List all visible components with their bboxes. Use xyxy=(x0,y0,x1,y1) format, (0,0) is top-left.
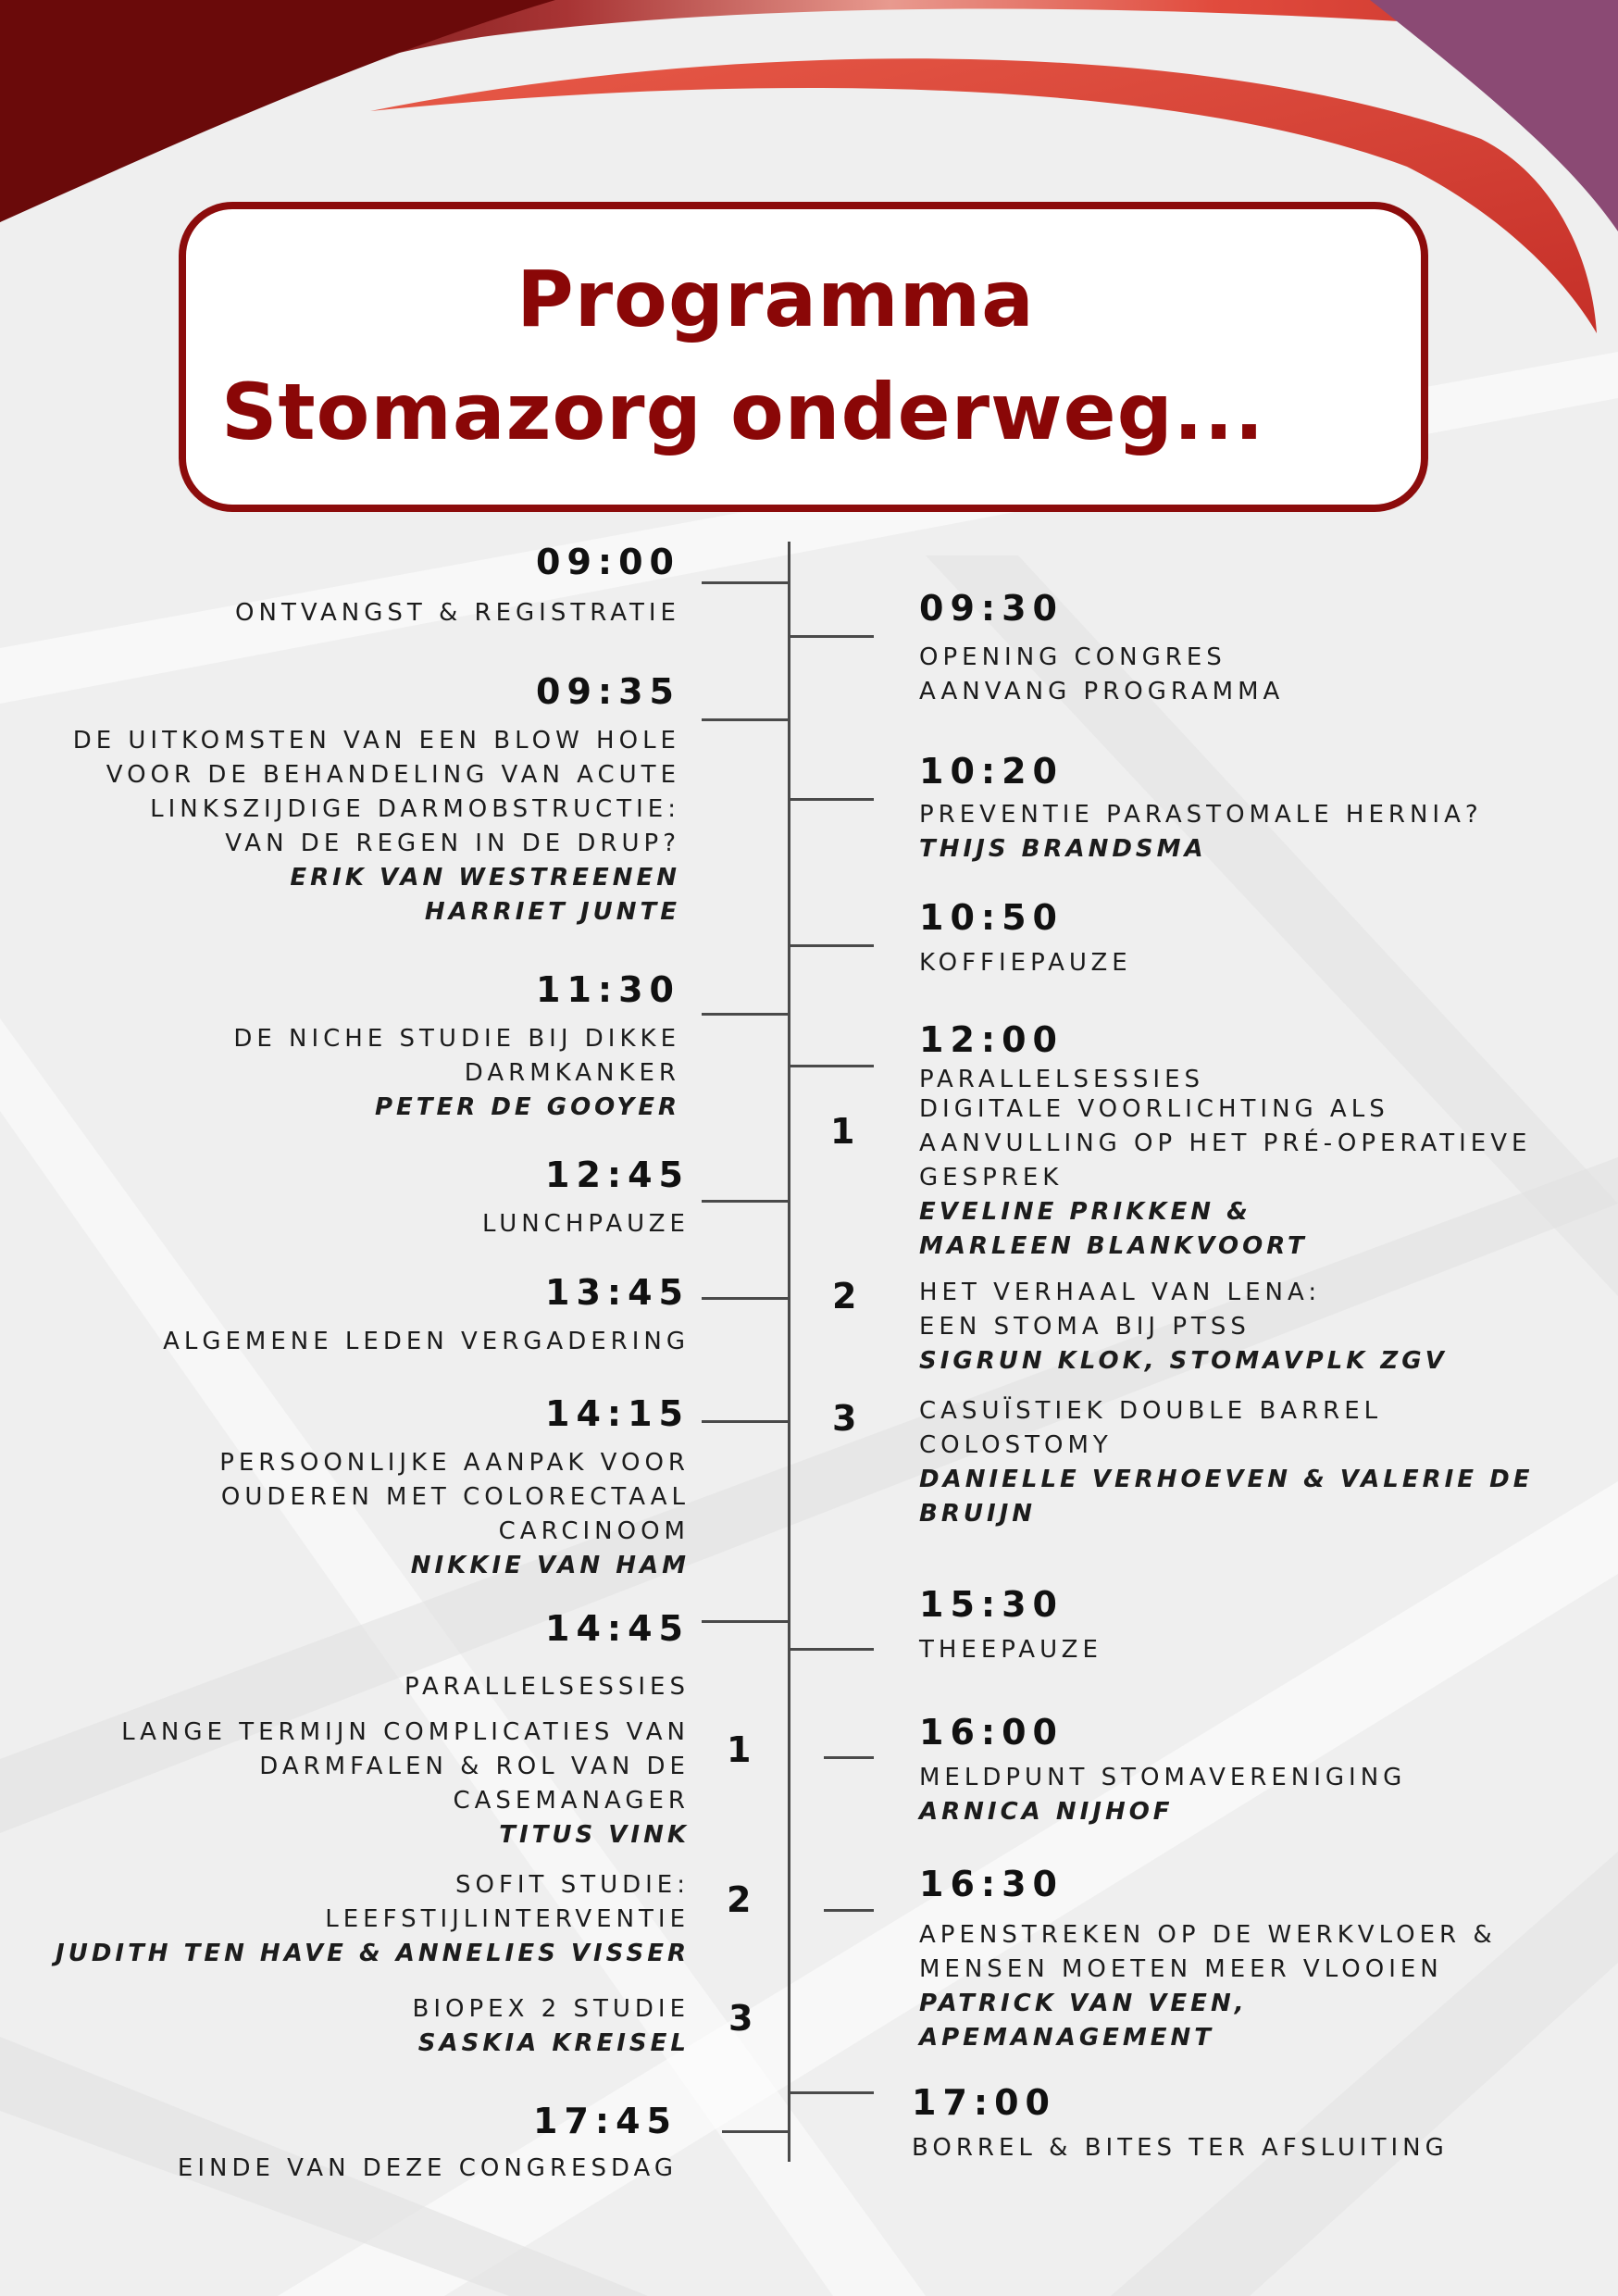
timeline-spine xyxy=(788,542,790,2162)
event-time: 14:45 xyxy=(545,1608,690,1649)
timeline-tick xyxy=(702,718,789,721)
event-title: VAN DE REGEN IN DE DRUP? xyxy=(225,830,680,857)
event-speaker: SASKIA KREISEL xyxy=(417,2029,690,2057)
event-0935 xyxy=(73,670,680,930)
event-title: LINKSZIJDIGE DARMOBSTRUCTIE: xyxy=(150,795,680,823)
session-number: 2 xyxy=(727,1879,752,1920)
event-title: OUDEREN MET COLORECTAAL xyxy=(220,1483,690,1511)
timeline-tick xyxy=(789,944,874,947)
event-speaker: DANIELLE VERHOEVEN & VALERIE DE xyxy=(919,1466,1534,1493)
event-time: 11:30 xyxy=(536,969,680,1010)
event-title: PARALLELSESSIES xyxy=(404,1673,690,1701)
event-speaker: APEMANAGEMENT xyxy=(919,2024,1215,2052)
event-title: KOFFIEPAUZE xyxy=(919,949,1132,977)
timeline-tick xyxy=(702,1013,789,1016)
session-left-1 xyxy=(121,1716,690,1853)
session-left-2 xyxy=(56,1868,690,1971)
event-speaker: TITUS VINK xyxy=(499,1821,690,1849)
event-title: MENSEN MOETEN MEER VLOOIEN xyxy=(919,1955,1443,1983)
event-speaker: MARLEEN BLANKVOORT xyxy=(919,1232,1308,1260)
event-time: 13:45 xyxy=(545,1272,690,1313)
timeline-tick xyxy=(702,1620,789,1623)
session-right-2 xyxy=(919,1276,1448,1379)
event-title: EEN STOMA BIJ PTSS xyxy=(919,1313,1251,1341)
event-title: GESPREK xyxy=(919,1164,1064,1192)
event-title: VOOR DE BEHANDELING VAN ACUTE xyxy=(106,761,680,789)
event-time: 10:20 xyxy=(919,751,1064,792)
timeline-tick xyxy=(789,635,874,638)
event-1415 xyxy=(219,1392,690,1583)
event-title: DE UITKOMSTEN VAN EEN BLOW HOLE xyxy=(72,727,680,755)
event-1530 xyxy=(919,1583,1102,1667)
timeline-tick xyxy=(702,1297,789,1300)
event-title: EINDE VAN DEZE CONGRESDAG xyxy=(177,2154,678,2182)
timeline-tick xyxy=(789,1648,874,1651)
event-time: 17:45 xyxy=(533,2101,678,2141)
event-speaker: ERIK VAN WESTREENEN xyxy=(290,864,680,892)
session-number: 1 xyxy=(727,1729,752,1770)
event-time: 17:00 xyxy=(912,2082,1056,2123)
event-title: OPENING CONGRES xyxy=(919,643,1226,671)
event-speaker: THIJS BRANDSMA xyxy=(919,835,1207,863)
timeline-tick xyxy=(789,2091,874,2094)
event-speaker: PETER DE GOOYER xyxy=(374,1093,680,1121)
event-title: LUNCHPAUZE xyxy=(482,1210,690,1238)
event-title: COLOSTOMY xyxy=(919,1431,1113,1459)
session-number: 3 xyxy=(832,1398,857,1439)
event-title: THEEPAUZE xyxy=(919,1636,1102,1664)
event-title: ONTVANGST & REGISTRATIE xyxy=(235,599,680,627)
session-right-1 xyxy=(919,1092,1531,1264)
event-speaker: EVELINE PRIKKEN & xyxy=(919,1198,1251,1226)
event-title: SOFIT STUDIE: xyxy=(454,1871,690,1899)
title-box xyxy=(179,202,1428,512)
event-speaker: NIKKIE VAN HAM xyxy=(410,1552,690,1579)
event-title: DARMFALEN & ROL VAN DE xyxy=(259,1753,690,1780)
timeline-tick xyxy=(702,1420,789,1423)
event-title: DARMKANKER xyxy=(464,1059,680,1087)
event-title: ALGEMENE LEDEN VERGADERING xyxy=(163,1328,690,1355)
page-title: Programma xyxy=(517,254,1035,344)
timeline-tick xyxy=(722,2130,789,2133)
event-title: BIOPEX 2 STUDIE xyxy=(412,1995,690,2023)
session-left-3 xyxy=(413,1992,691,2061)
event-time: 10:50 xyxy=(919,897,1064,938)
event-time: 12:45 xyxy=(545,1154,690,1195)
timeline-tick xyxy=(824,1756,874,1759)
event-title: DIGITALE VOORLICHTING ALS xyxy=(919,1095,1389,1123)
event-time: 09:35 xyxy=(536,671,680,712)
event-time: 14:15 xyxy=(545,1393,690,1434)
event-title: CARCINOOM xyxy=(498,1517,690,1545)
event-0930 xyxy=(919,587,1284,709)
timeline-tick xyxy=(702,1200,789,1203)
event-1745 xyxy=(178,2100,678,2186)
event-1700 xyxy=(912,2081,1449,2165)
event-title: APENSTREKEN OP DE WERKVLOER & xyxy=(919,1921,1497,1949)
timeline-tick xyxy=(789,1065,874,1067)
event-time: 09:30 xyxy=(919,588,1064,629)
event-title: LANGE TERMIJN COMPLICATIES VAN xyxy=(121,1718,690,1746)
page-subtitle: Stomazorg onderweg... xyxy=(221,367,1265,457)
event-title: LEEFSTIJLINTERVENTIE xyxy=(325,1905,690,1933)
event-time: 16:30 xyxy=(919,1864,1064,1904)
event-title: CASUÏSTIEK DOUBLE BARREL xyxy=(919,1397,1383,1425)
event-title: BORREL & BITES TER AFSLUITING xyxy=(912,2134,1449,2162)
event-speaker: SIGRUN KLOK, STOMAVPLK ZGV xyxy=(919,1347,1448,1375)
event-1200 xyxy=(919,1018,1204,1094)
event-speaker: ARNICA NIJHOF xyxy=(919,1798,1174,1826)
session-number: 1 xyxy=(830,1111,855,1152)
event-1130 xyxy=(233,968,680,1125)
event-speaker: JUDITH TEN HAVE & ANNELIES VISSER xyxy=(56,1940,690,1967)
event-1345 xyxy=(163,1271,690,1359)
event-title: MELDPUNT STOMAVERENIGING xyxy=(919,1764,1407,1791)
event-title: AANVANG PROGRAMMA xyxy=(919,678,1285,705)
event-1020 xyxy=(919,750,1483,867)
session-number: 3 xyxy=(728,1998,753,2039)
event-1050 xyxy=(919,896,1132,980)
event-title: AANVULLING OP HET PRÉ-OPERATIEVE xyxy=(919,1129,1532,1157)
event-1445 xyxy=(404,1607,690,1704)
event-time: 09:00 xyxy=(536,542,680,582)
event-title: DE NICHE STUDIE BIJ DIKKE xyxy=(233,1025,680,1053)
event-speaker: HARRIET JUNTE xyxy=(424,898,680,926)
event-time: 12:00 xyxy=(919,1019,1064,1060)
event-title: CASEMANAGER xyxy=(453,1787,690,1815)
event-1600 xyxy=(919,1711,1406,1829)
timeline-tick xyxy=(824,1909,874,1912)
session-right-3 xyxy=(919,1394,1533,1531)
event-1630 xyxy=(919,1863,1497,2055)
event-title: PARALLELSESSIES xyxy=(919,1066,1205,1093)
timeline-tick xyxy=(702,581,789,584)
event-title: HET VERHAAL VAN LENA: xyxy=(919,1279,1322,1306)
event-title: PREVENTIE PARASTOMALE HERNIA? xyxy=(919,801,1483,829)
event-time: 16:00 xyxy=(919,1712,1064,1753)
event-1245 xyxy=(482,1154,690,1242)
timeline-tick xyxy=(789,798,874,801)
session-number: 2 xyxy=(832,1276,857,1316)
event-time: 15:30 xyxy=(919,1584,1064,1625)
event-0900 xyxy=(235,541,680,630)
event-speaker: PATRICK VAN VEEN, xyxy=(919,1990,1248,2017)
event-speaker: BRUIJN xyxy=(919,1500,1037,1528)
event-title: PERSOONLIJKE AANPAK VOOR xyxy=(219,1449,690,1477)
